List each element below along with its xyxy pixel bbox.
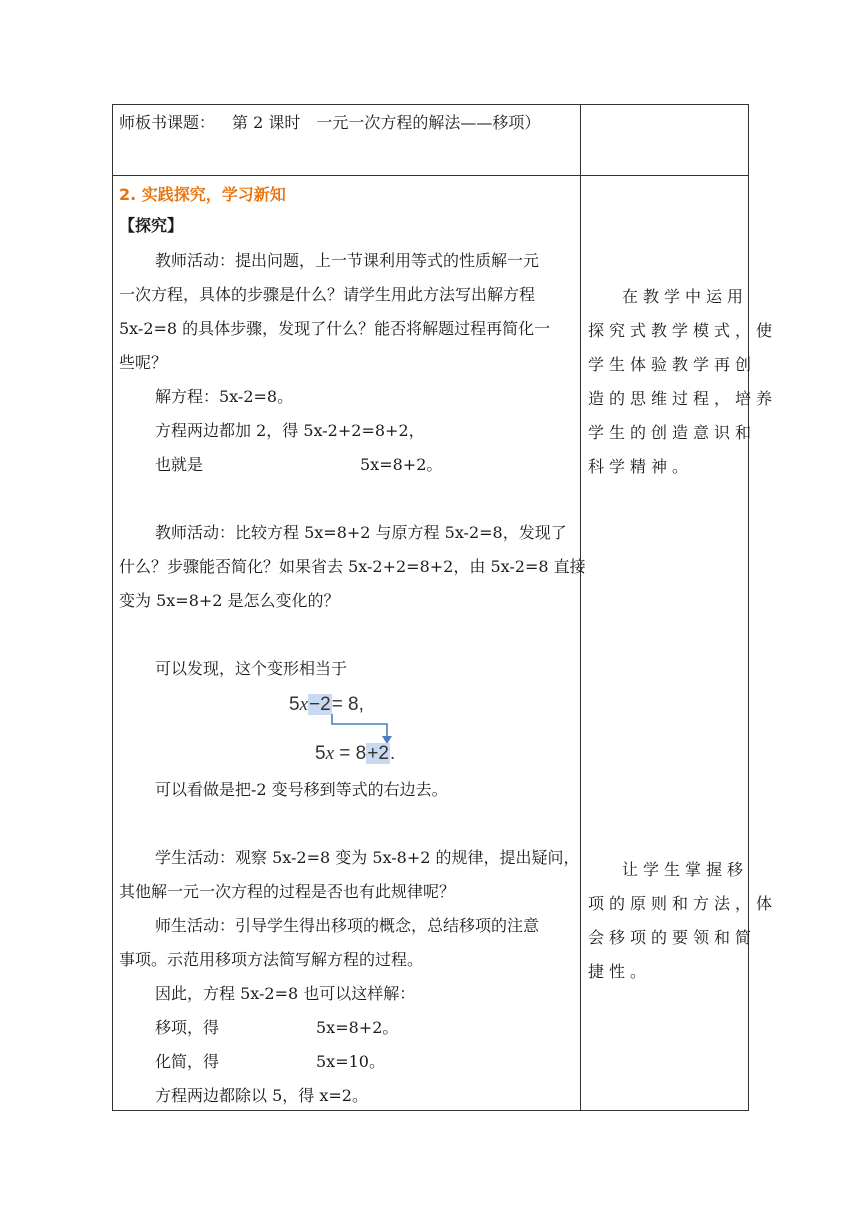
section-heading: 2. 实践探究，学习新知 <box>119 185 286 204</box>
p2-line-2: 什么？步骤能否简化？如果省去 5x-2+2=8+2，由 5x-2=8 直接 <box>119 557 586 576</box>
p3-line-2: 其他解一元一次方程的过程是否也有此规律呢？ <box>119 882 456 901</box>
column-divider <box>580 105 581 1110</box>
p2-line-1: 教师活动：比较方程 5x=8+2 与原方程 5x-2=8，发现了 <box>155 523 567 542</box>
side-note-1-line-2: 探究式教学模式，使 <box>588 321 778 340</box>
side-note-1-line-5: 学生的创造意识和 <box>588 423 757 442</box>
transpose-arrow-icon <box>320 712 400 746</box>
both-add-line: 方程两边都加 2，得 5x-2+2=8+2， <box>155 421 425 440</box>
that-is-value: 5x=8+2。 <box>360 455 443 474</box>
eq2-end: . <box>389 743 396 764</box>
eq1-coef: 5 <box>289 694 300 715</box>
p4-line-1: 师生活动：引导学生得出移项的概念，总结移项的注意 <box>155 916 540 935</box>
eq2-var: x <box>325 743 335 764</box>
side-note-1-line-1: 在教学中运用 <box>622 287 749 306</box>
side-note-1-line-6: 科学精神。 <box>588 457 694 476</box>
side-note-2-line-4: 捷性。 <box>588 962 652 981</box>
solve-line: 解方程：5x-2=8。 <box>155 387 294 406</box>
p1-line-2: 一次方程，具体的步骤是什么？请学生用此方法写出解方程 <box>119 285 536 304</box>
discover-line: 可以发现，这个变形相当于 <box>155 659 348 678</box>
side-note-2-line-2: 项的原则和方法，体 <box>588 894 778 913</box>
simplify-value: 5x=10。 <box>316 1052 385 1071</box>
move-label: 移项，得 <box>155 1018 220 1037</box>
equation-transposed <box>315 743 395 765</box>
eq2-mid: = 8 <box>334 743 367 764</box>
p1-line-4: 些呢？ <box>119 353 168 372</box>
divide-line: 方程两边都除以 5，得 x=2。 <box>155 1086 368 1105</box>
p1-line-3: 5x-2=8 的具体步骤，发现了什么？能否将解题过程再简化一 <box>119 319 551 338</box>
that-is-label: 也就是 <box>155 455 204 474</box>
eq1-moved-term: −2 <box>309 694 331 715</box>
board-title-label: 师板书课题： <box>119 113 216 132</box>
lesson-title: 第 2 课时 一元一次方程的解法——移项） <box>232 113 541 132</box>
explore-tag: 【探究】 <box>119 216 184 235</box>
therefore-line: 因此，方程 5x-2=8 也可以这样解： <box>155 984 416 1003</box>
p1-line-1: 教师活动：提出问题，上一节课利用等式的性质解一元 <box>155 251 540 270</box>
move-line: 可以看做是把-2 变号移到等式的右边去。 <box>155 780 448 799</box>
side-note-1-line-4: 造的思维过程，培养 <box>588 389 778 408</box>
p2-line-3: 变为 5x=8+2 是怎么变化的？ <box>119 591 340 610</box>
p4-line-2: 事项。示范用移项方法简写解方程的过程。 <box>119 950 424 969</box>
row-divider <box>113 175 748 176</box>
side-note-1-line-3: 学生体验教学再创 <box>588 355 757 374</box>
eq1-var: x <box>299 694 309 715</box>
simplify-label: 化简，得 <box>155 1052 220 1071</box>
eq2-moved-term: +2 <box>367 743 389 764</box>
move-value: 5x=8+2。 <box>316 1018 399 1037</box>
side-note-2-line-3: 会移项的要领和简 <box>588 928 757 947</box>
p3-line-1: 学生活动：观察 5x-2=8 变为 5x-8+2 的规律，提出疑问， <box>155 848 580 867</box>
eq2-coef: 5 <box>315 743 326 764</box>
eq1-rest: = 8, <box>331 694 364 715</box>
side-note-2-line-1: 让学生掌握移 <box>622 860 749 879</box>
